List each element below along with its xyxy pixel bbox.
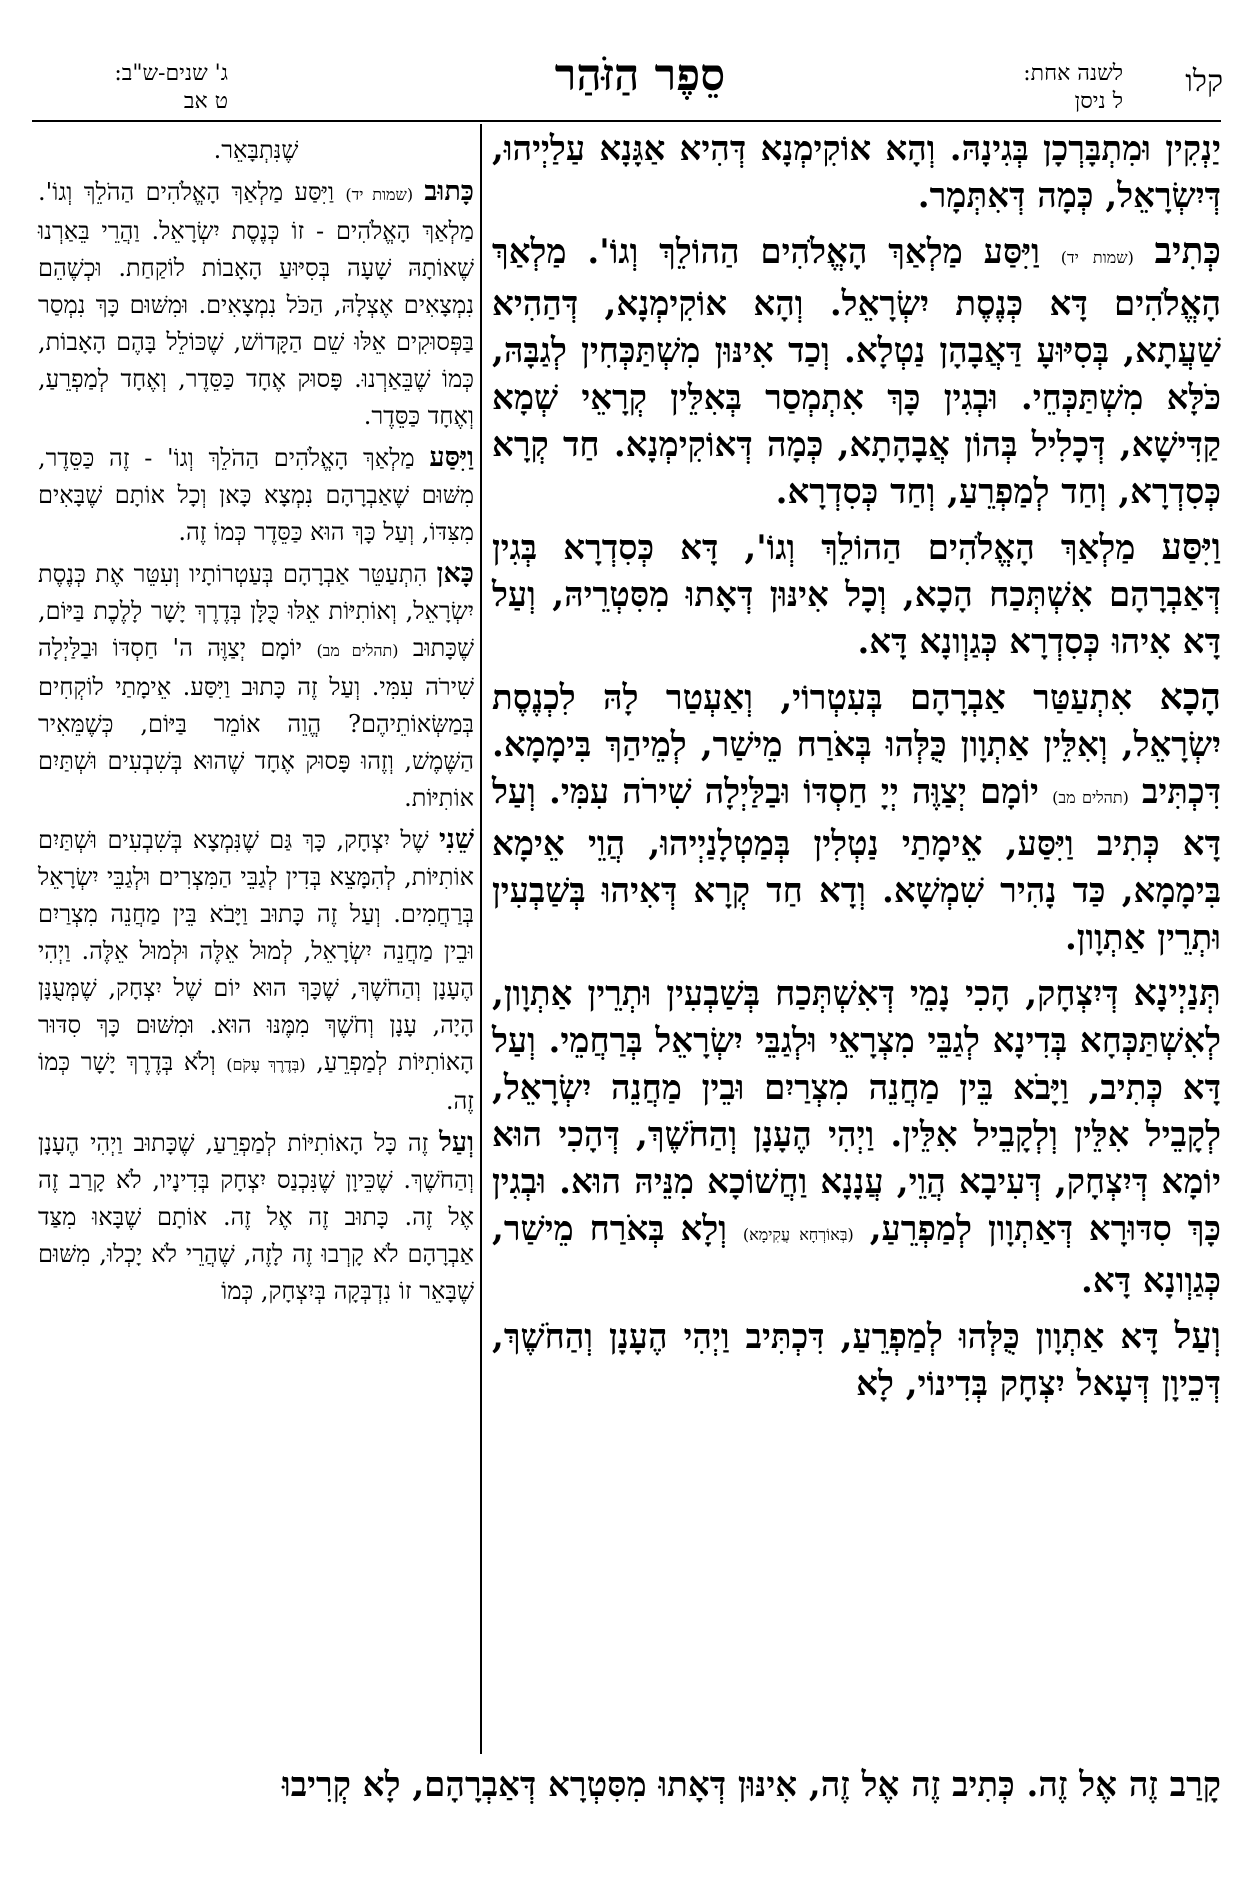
main-text: יוֹמָם יְצַוֶּה יְיָ חַסְדּוֹ וּבַלַּיְלָה שִׁירֹה עִמִּי. וְעַל דָּא כְּתִיב וַיִּסַּע, אֵימָתַי נַטְלִין בְּמַטְלָנַיְיהוּ, הֲוֵי אֵימָא בִּימָמָא, כַּד נָהִיר שִׁמְשָׁא. וְדָא חַד קְרָא דְּאִיהוּ בְּשַׁבְעִין וּתְרֵין אַתְוָון. [492,772,1221,958]
side-source-ref: (תהלים מב) [316,641,399,660]
header-divider [32,120,1221,122]
header-reading-plan-line1: לשנה אחת: [1023,61,1123,86]
side-paragraph [38,173,474,435]
side-lead-word: שֵׁנִי [439,824,474,855]
side-lead-word: וְעַל [439,1127,474,1158]
main-source-ref: (שמות יד) [1060,248,1134,267]
side-paragraph [38,132,474,169]
main-lead-word: וַיִּסַּע [1161,526,1221,568]
header-reading-plan-line2: ל ניסן [1074,89,1123,114]
main-paragraph [492,524,1221,666]
side-text: יוֹמָם יְצַוֶּה ה' חַסְדּוֹ וּבַלַּיְלָה שִׁירֹה עִמִּי. וְעַל זֶה כָּתוּב וַיִּסַּע. אֵימָתַי לוֹקְחִים בְּמַשְּׂאוֹתֵיהֶם? הֱוֵה אוֹמֵר בַּיּוֹם, כְּשֶׁמֵּאִיר הַשֶּׁמֶשׁ, וְזֶהוּ פָּסוּק אֶחָד שֶׁהוּא בְּשִׁבְעִים וּשְׁתַּיִם אוֹתִיּוֹת. [38,634,474,812]
side-text: זֶה כָּל הָאוֹתִיּוֹת לְמַפְרֵעַ, שֶׁכָּתוּב וַיְהִי הֶעָנָן וְהַחֹשֶׁךְ. שֶׁכֵּיוָן שֶׁנִּכְנַס יִצְחָק בְּדִינָיו, לֹא קָרַב זֶה אֶל זֶה. כָּתוּב זֶה אֶל זֶה. אוֹתָם שֶׁבָּאוּ מִצַּד אַבְרָהָם לֹא קָרְבוּ זֶה לָזֶה, שֶׁהֲרֵי לֹא יָכְלוּ, מִשּׁוּם שֶׁבָּאֵר זוֹ נִדְבְּקָה בְּיִצְחָק, כְּמוֹ [38,1129,474,1305]
main-lead-word: תְּנַיְינָא [1133,972,1221,1014]
column-divider [480,124,482,1754]
side-column-translation [38,132,474,1314]
side-source-ref: (בְּדֶרֶךְ עָקֹם) [226,1055,306,1074]
main-paragraph [492,126,1221,220]
main-text: דָּא אַתְוָון כֻּלְּהוּ לְמַפְרֵעַ, דִּכְתִּיב וַיְהִי הֶעָנָן וְהַחֹשֶׁךְ, דְּכֵיוָן דְּעָאל יִצְחָק בְּדִינוֹי, לָא [492,1317,1221,1404]
header-reading-plan [903,60,1123,116]
header-cycle-line1: ג' שנים-ש"ב: [114,61,228,86]
main-text: וְלָא בְּאֹרַח מֵישַׁר, כְּגַוְונָא דָּא. [492,1209,1221,1301]
side-text: מַלְאַךְ הָאֱלֹהִים הַהֹלֵךְ וְגוֹ' - זֶה כַּסֵּדֶר, מִשּׁוּם שֶׁאַבְרָהָם נִמְצָא כָּאן וְכָל אוֹתָם שֶׁבָּאִים מִצִּדּוֹ, וְעַל כָּךְ הוּא כַּסֵּדֶר כְּמוֹ זֶה. [38,444,474,546]
main-text: וַיִּסַּע מַלְאַךְ הָאֱלֹהִים הַהוֹלֵךְ וְגוֹ'. מַלְאַךְ הָאֱלֹהִים דָּא כְּנֶסֶת יִשְׂרָאֵל. וְהָא אוֹקִימְנָא, דְּהַהִיא שַׁעֲתָא, בְּסִיּוּעָ דַּאֲבָהָן נַטְלָא. וְכַד אִינּוּן מִשְׁתַּכְּחִין לְגַבָּהּ, כֹּלָּא מִשְׁתַּכְּחֵי. וּבְגִין כָּךְ אִתְמְסַר בְּאִלֵּין קְרָאֵי שְׁמָא קַדִּישָׁא, דְּכָלִיל בְּהוֹן אֲבָהָתָא, כְּמָה דְּאוֹקִימְנָא. חַד קְרָא כְּסִדְרָא, וְחַד לְמַפְרֵעַ, וְחַד כְּסִדְרָא. [492,232,1221,512]
side-text: וְלֹא בְּדֶרֶךְ יָשָׁר כְּמוֹ זֶה. [38,1048,474,1115]
side-text: וַיִּסַּע מַלְאַךְ הָאֱלֹהִים הַהֹלֵךְ וְגוֹ'. מַלְאַךְ הָאֱלֹהִים - זוֹ כְּנֶסֶת יִשְׂרָאֵל. וַהֲרֵי בֵּאַרְנוּ שֶׁאוֹתָהּ שָׁעָה בְּסִיּוּעַ הָאָבוֹת לוֹקַחַת. וּכְשֶׁהֵם נִמְצָאִים אֶצְלָהּ, הַכֹּל נִמְצָאִים. וּמִשּׁוּם כָּךְ נִמְסַר בַּפְּסוּקִים אֵלּוּ שֵׁם הַקָּדוֹשׁ, שֶׁכּוֹלֵל בָּהֶם הָאָבוֹת, כְּמוֹ שֶׁבֵּאַרְנוּ. פָּסוּק אֶחָד כַּסֵּדֶר, וְאֶחָד לְמַפְרֵעַ, וְאֶחָד כַּסֵּדֶר. [38,178,474,430]
side-paragraph [38,1124,474,1310]
side-text: הִתְעַטֵּר אַבְרָהָם בְּעַטְרוֹתָיו וְעִטֵּר אֶת כְּנֶסֶת יִשְׂרָאֵל, וְאוֹתִיּוֹת אֵלּוּ כֻּלָּן בְּדֶרֶךְ יָשָׁר לָלֶכֶת בַּיּוֹם, שֶׁכָּתוּב [38,560,475,662]
main-lead-word: וְעַל [1174,1315,1221,1357]
main-paragraph [492,228,1221,516]
main-source-ref: (תהלים מב) [1052,788,1129,807]
main-lead-word: הָכָא [1159,676,1221,718]
main-lead-word: כְּתִיב [1154,230,1222,272]
main-text: אִתְעַטַּר אַבְרָהָם בְּעִטְרוֹי, וְאַעְטַר לָהּ לִכְנֶסֶת יִשְׂרָאֵל, וְאִלֵּין אַתְוָון כֻּלְּהוּ בְּאֹרַח מֵישַׁר, לְמֵיהַךְ בִּימָמָא. דִּכְתִּיב [492,678,1221,812]
main-source-ref: (בְּאוֹרְחָא עֲקִימָא) [742,1225,854,1244]
main-paragraph [492,970,1221,1305]
main-paragraph [492,1313,1221,1408]
bottom-full-width-line: קָרַב זֶה אֶל זֶה. כְּתִיב זֶה אֶל זֶה, אִינּוּן דְּאָתוּ מִסִּטְרָא דְּאַבְרָהָם, לָא קְרִיבוּ [282,1765,1221,1805]
book-title: סֵפֶר הַזֹּהַר [554,50,726,101]
side-source-ref: (שמות יד) [345,185,414,204]
side-paragraph [38,439,474,551]
side-paragraph [38,821,474,1120]
side-text: שֶׁל יִצְחָק, כָּךְ גַּם שֶׁנִּמְצָא בְּשִׁבְעִים וּשְׁתַּיִם אוֹתִיּוֹת, לְהִמָּצֵא בְּדִין לְגַבֵּי הַמִּצְרִים וּלְגַבֵּי יִשְׂרָאֵל בְּרַחֲמִים. וְעַל זֶה כָּתוּב וַיָּבֹא בֵּין מַחֲנֵה מִצְרַיִם וּבֵין מַחֲנֵה יִשְׂרָאֵל, לְמוּל אֵלֶּה וּלְמוּל אֵלֶּה. וַיְהִי הֶעָנָן וְהַחֹשֶׁךְ, שֶׁכָּךְ הוּא יוֹם שֶׁל יִצְחָק, שֶׁמְּעֻנָּן הָיָה, עָנָן וְחֹשֶׁךְ מִמֶּנּוּ הוּא. וּמִשּׁוּם כָּךְ סִדּוּר הָאוֹתִיּוֹת לְמַפְרֵעַ, [38,826,474,1076]
side-paragraph [38,555,474,817]
main-column-aramaic [492,126,1221,1416]
main-paragraph [492,674,1221,962]
side-lead-word: כָּתוּב [424,176,475,207]
side-lead-word: וַיִּסַּע [429,442,474,473]
main-text: יַנְקִין וּמִתְבָּרְכָן בְּגִינָהּ. וְהָא אוֹקִימְנָא דְּהִיא אַגָּנָא עַלַיְיהוּ, דְּיִשְׂרָאֵל, כְּמָה דְּאִתְּמָר. [492,129,1221,216]
main-text: מַלְאַךְ הָאֱלֹהִים הַהוֹלֵךְ וְגוֹ', דָּא כְּסִדְרָא בְּגִין דְּאַבְרָהָם אִשְׁתְּכַח הָכָא, וְכָל אִינּוּן דְּאָתוּ מִסִּטְרֵיהּ, וְעַל דָּא אִיהוּ כְּסִדְרָא כְּגַוְונָא דָּא. [492,528,1221,662]
header-cycle-line2: ט אב [183,89,228,114]
page-number: קלו [1185,64,1223,99]
main-text: דְּיִצְחָק, הָכִי נָמֵי דְּאִשְׁתְּכַח בְּשַׁבְעִין וּתְרֵין אַתְוָון, לְאִשְׁתַּכְּחָא בְּדִינָא לְגַבֵּי מִצְרָאֵי וּלְגַבֵּי יִשְׂרָאֵל בְּרַחֲמֵי. וְעַל דָּא כְּתִיב, וַיָּבֹא בֵּין מַחֲנֵה מִצְרַיִם וּבֵין מַחֲנֵה יִשְׂרָאֵל, לְקָבֵיל אִלֵּין וְלְקָבֵיל אִלֵּין. וַיְהִי הֶעָנָן וְהַחֹשֶׁךְ, דְּהָכִי הוּא יוֹמָא דְּיִצְחָק, דְּעִיבָא הֲוֵי, עֲנָנָא וַחֲשׁוֹכָא מִנֵּיהּ הוּא. וּבְגִין כָּךְ סִדּוּרָא דְּאַתְוָון לְמַפְרֵעַ, [492,974,1222,1249]
side-lead-word: כָּאן [436,558,474,589]
side-text: שֶׁנִּתְבָּאֵר. [213,136,299,164]
header-cycle [28,60,228,116]
